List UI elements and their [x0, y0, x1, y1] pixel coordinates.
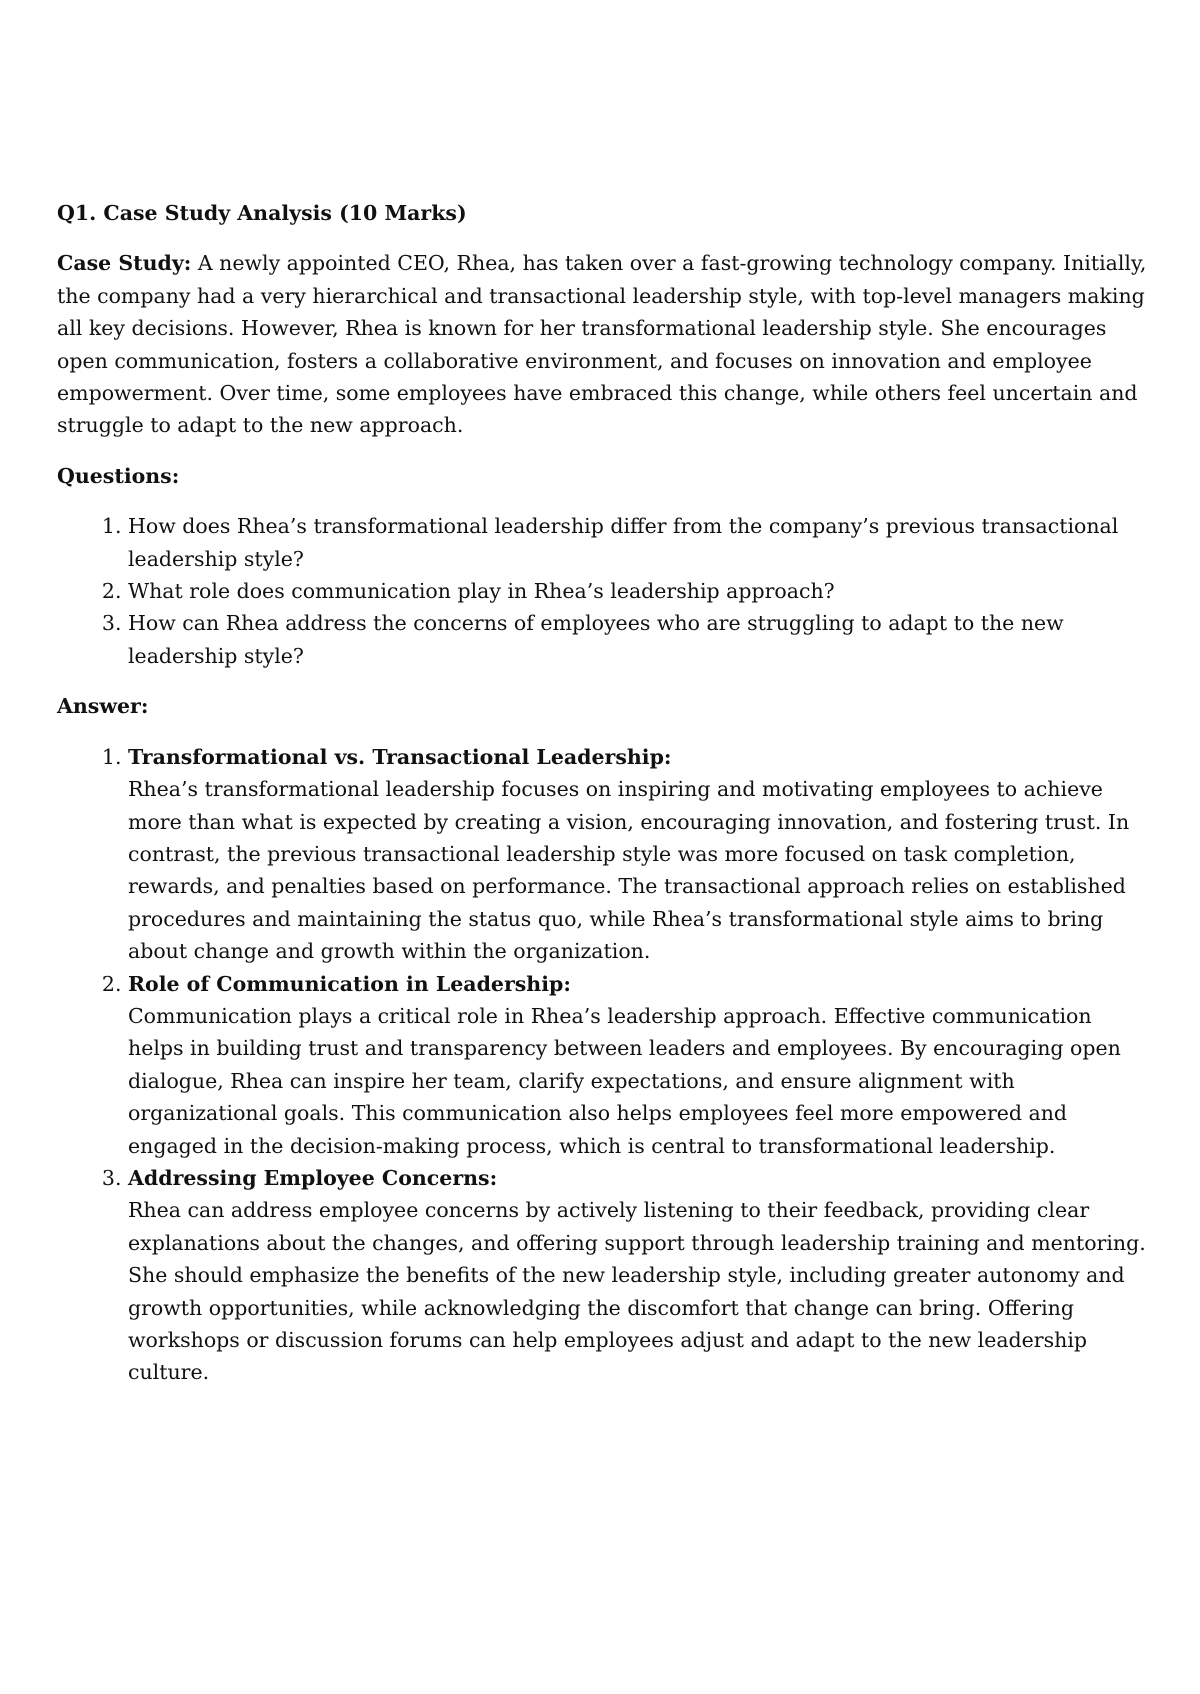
- answer-item: [128, 968, 1147, 1162]
- case-study-text: A newly appointed CEO, Rhea, has taken over a fast-growing technology company. Initially, the company had a very hierarchical and transactional leadership style, with top-level managers making all key decisions. However, Rhea is known for her transformational leadership style. She encourages open communication, fosters a collaborative environment, and focuses on innovation and employee empowerment. Over time, some employees have embraced this change, while others feel uncertain and struggle to adapt to the new approach.: [57, 251, 1147, 438]
- answer-item: [128, 1162, 1147, 1389]
- questions-list: [57, 510, 1147, 672]
- answer-text: Rhea can address employee concerns by actively listening to their feedback, providing clear explanations about the changes, and offering support through leadership training and mentoring. She should emphasize the benefits of the new leadership style, including greater autonomy and growth opportunities, while acknowledging the discomfort that change can bring. Offering workshops or discussion forums can help employees adjust and adapt to the new leadership culture.: [128, 1198, 1146, 1385]
- answer-title: 1. Transformational vs. Transactional Leadership:: [128, 744, 672, 769]
- question-item: 1. How does Rhea’s transformational leadership differ from the company’s previous transactional leadership style?: [128, 510, 1147, 575]
- case-study-paragraph: [57, 247, 1147, 441]
- document-page: [57, 197, 1147, 1407]
- answer-item: [128, 741, 1147, 968]
- question-item: 2. What role does communication play in Rhea’s leadership approach?: [128, 575, 1147, 607]
- answer-text: Communication plays a critical role in Rhea’s leadership approach. Effective communication helps in building trust and transparency between leaders and employees. By encouraging open dialogue, Rhea can inspire her team, clarify expectations, and ensure alignment with organizational goals. This communication also helps employees feel more empowered and engaged in the decision-making process, which is central to transformational leadership.: [128, 1003, 1121, 1158]
- case-study-label: Case Study:: [57, 251, 192, 276]
- answers-list: [57, 741, 1147, 1389]
- answer-title: 3. Addressing Employee Concerns:: [128, 1165, 498, 1190]
- question-title: Q1. Case Study Analysis (10 Marks): [57, 201, 467, 225]
- answer-text: Rhea’s transformational leadership focuses on inspiring and motivating employees to achieve more than what is expected by creating a vision, encouraging innovation, and fostering trust. In contrast, the previous transactional leadership style was more focused on task completion, rewards, and penalties based on performance. The transactional approach relies on established procedures and maintaining the status quo, while Rhea’s transformational style aims to bring about change and growth within the organization.: [128, 777, 1130, 964]
- questions-heading: Questions:: [57, 463, 180, 488]
- answer-title: 2. Role of Communication in Leadership:: [128, 971, 571, 996]
- answer-heading: Answer:: [57, 694, 149, 719]
- question-item: 3. How can Rhea address the concerns of employees who are struggling to adapt to the new leadership style?: [128, 607, 1147, 672]
